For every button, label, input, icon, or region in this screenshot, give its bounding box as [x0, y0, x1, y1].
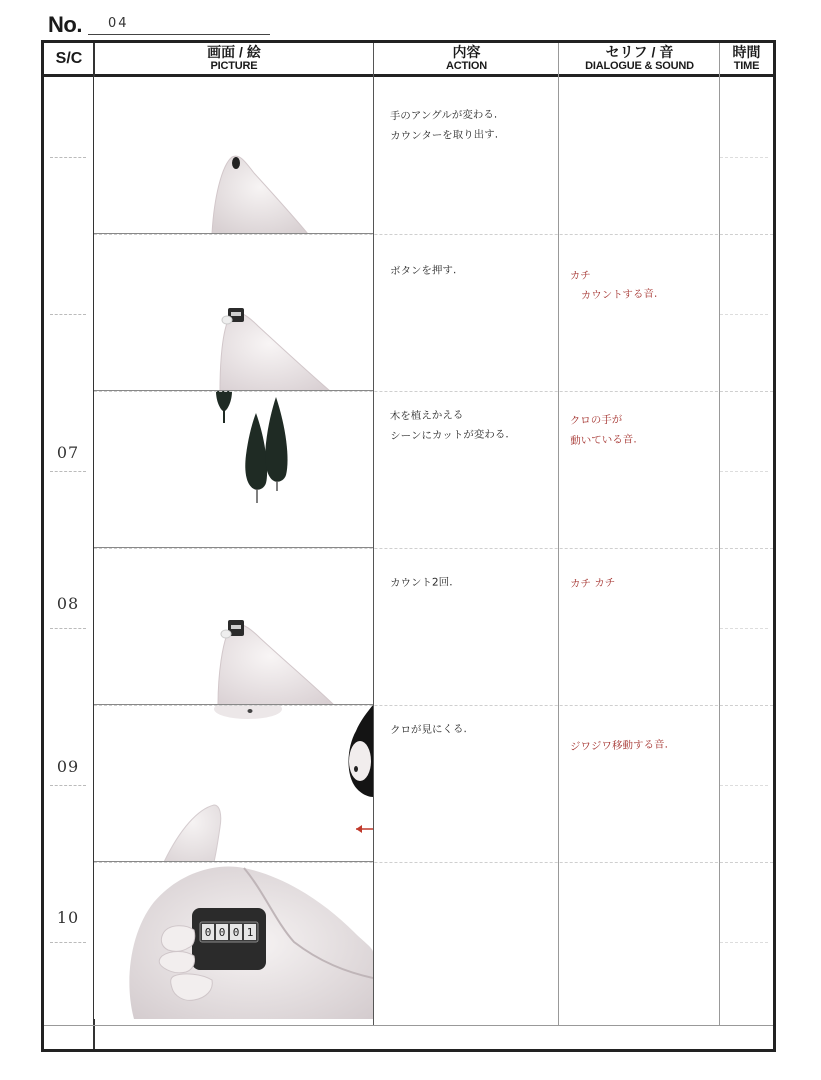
column-header-action-en: ACTION	[446, 60, 487, 72]
scene-number: 07	[56, 443, 80, 462]
row-divider	[94, 862, 773, 863]
column-header-picture	[94, 43, 374, 74]
row-divider	[94, 548, 773, 549]
storyboard-row	[44, 862, 773, 1019]
picture-frame	[94, 862, 373, 1019]
counter-digit: 1	[246, 926, 254, 939]
time-tick	[720, 628, 768, 629]
column-header-sc-label: S/C	[55, 50, 83, 67]
action-text	[390, 881, 550, 884]
column-header-time-jp: 時間	[732, 44, 761, 60]
sound-text	[570, 880, 730, 884]
panel-trees-drawing	[94, 391, 373, 548]
panel-counter-closeup-drawing	[94, 862, 373, 1019]
picture-frame	[94, 77, 373, 234]
panel-hand-holding-counter-drawing	[94, 234, 373, 391]
footer-divider	[44, 1025, 773, 1026]
column-header-time	[720, 43, 773, 74]
column-header-dialogue	[559, 43, 720, 74]
counter-digit: 0	[232, 926, 240, 939]
scene-number-underline	[50, 314, 86, 315]
scene-number-underline	[50, 157, 86, 158]
picture-frame	[94, 705, 373, 862]
column-header-dialogue-jp: セリフ / 音	[605, 44, 674, 60]
page-number-label: No.	[48, 12, 82, 37]
page-number	[48, 12, 228, 38]
storyboard-row	[44, 548, 773, 705]
scene-number: 10	[56, 908, 80, 927]
row-divider	[94, 391, 773, 392]
row-divider	[94, 234, 773, 235]
time-tick	[720, 942, 768, 943]
column-header-picture-en: PICTURE	[210, 60, 258, 72]
column-header-action	[374, 43, 559, 74]
action-text: 木を植えかえる シーンにカットが変わる.	[389, 409, 509, 443]
sound-text	[570, 103, 730, 107]
action-text: 手のアングルが変わる. カウンターを取り出す.	[389, 108, 499, 143]
page-number-underline	[88, 34, 270, 35]
storyboard-row	[44, 234, 773, 391]
page-number-value: 04	[108, 16, 129, 31]
storyboard-row	[44, 77, 773, 234]
scene-number: 08	[56, 594, 80, 613]
scene-number-underline	[50, 628, 86, 629]
sound-text: カチ カチ	[569, 576, 616, 591]
action-text: カウント2回.	[389, 576, 453, 590]
sound-text: カチ カウントする音.	[569, 269, 658, 303]
time-tick	[720, 314, 768, 315]
column-header-dialogue-en: DIALOGUE & SOUND	[585, 60, 694, 72]
column-header-action-jp: 内容	[452, 44, 481, 60]
picture-frame	[94, 548, 373, 705]
storyboard-header-row	[44, 43, 773, 77]
scene-number-underline	[50, 942, 86, 943]
sound-text: クロの手が 動いている音.	[569, 413, 637, 448]
time-tick	[720, 157, 768, 158]
action-text: ボタンを押す.	[389, 264, 457, 278]
column-header-sc	[44, 43, 94, 74]
picture-frame	[94, 234, 373, 391]
sound-text: ジワジワ移動する音.	[569, 738, 668, 754]
scene-number-underline	[50, 471, 86, 472]
panel-kuro-peeking-drawing	[94, 705, 373, 862]
storyboard-sheet	[41, 40, 776, 1052]
panel-hand-counting-drawing	[94, 548, 373, 705]
time-tick	[720, 471, 768, 472]
row-divider	[94, 705, 773, 706]
action-text: クロが見にくる.	[389, 723, 467, 737]
scene-number: 09	[56, 757, 80, 776]
storyboard-row	[44, 705, 773, 862]
panel-hand-reach-drawing	[94, 77, 373, 234]
picture-frame	[94, 391, 373, 548]
column-header-time-en: TIME	[733, 60, 760, 72]
counter-digit: 0	[204, 926, 212, 939]
time-tick	[720, 785, 768, 786]
scene-number-underline	[50, 785, 86, 786]
counter-digit: 0	[218, 926, 226, 939]
storyboard-row	[44, 391, 773, 548]
column-header-picture-jp: 画面 / 絵	[207, 44, 261, 60]
